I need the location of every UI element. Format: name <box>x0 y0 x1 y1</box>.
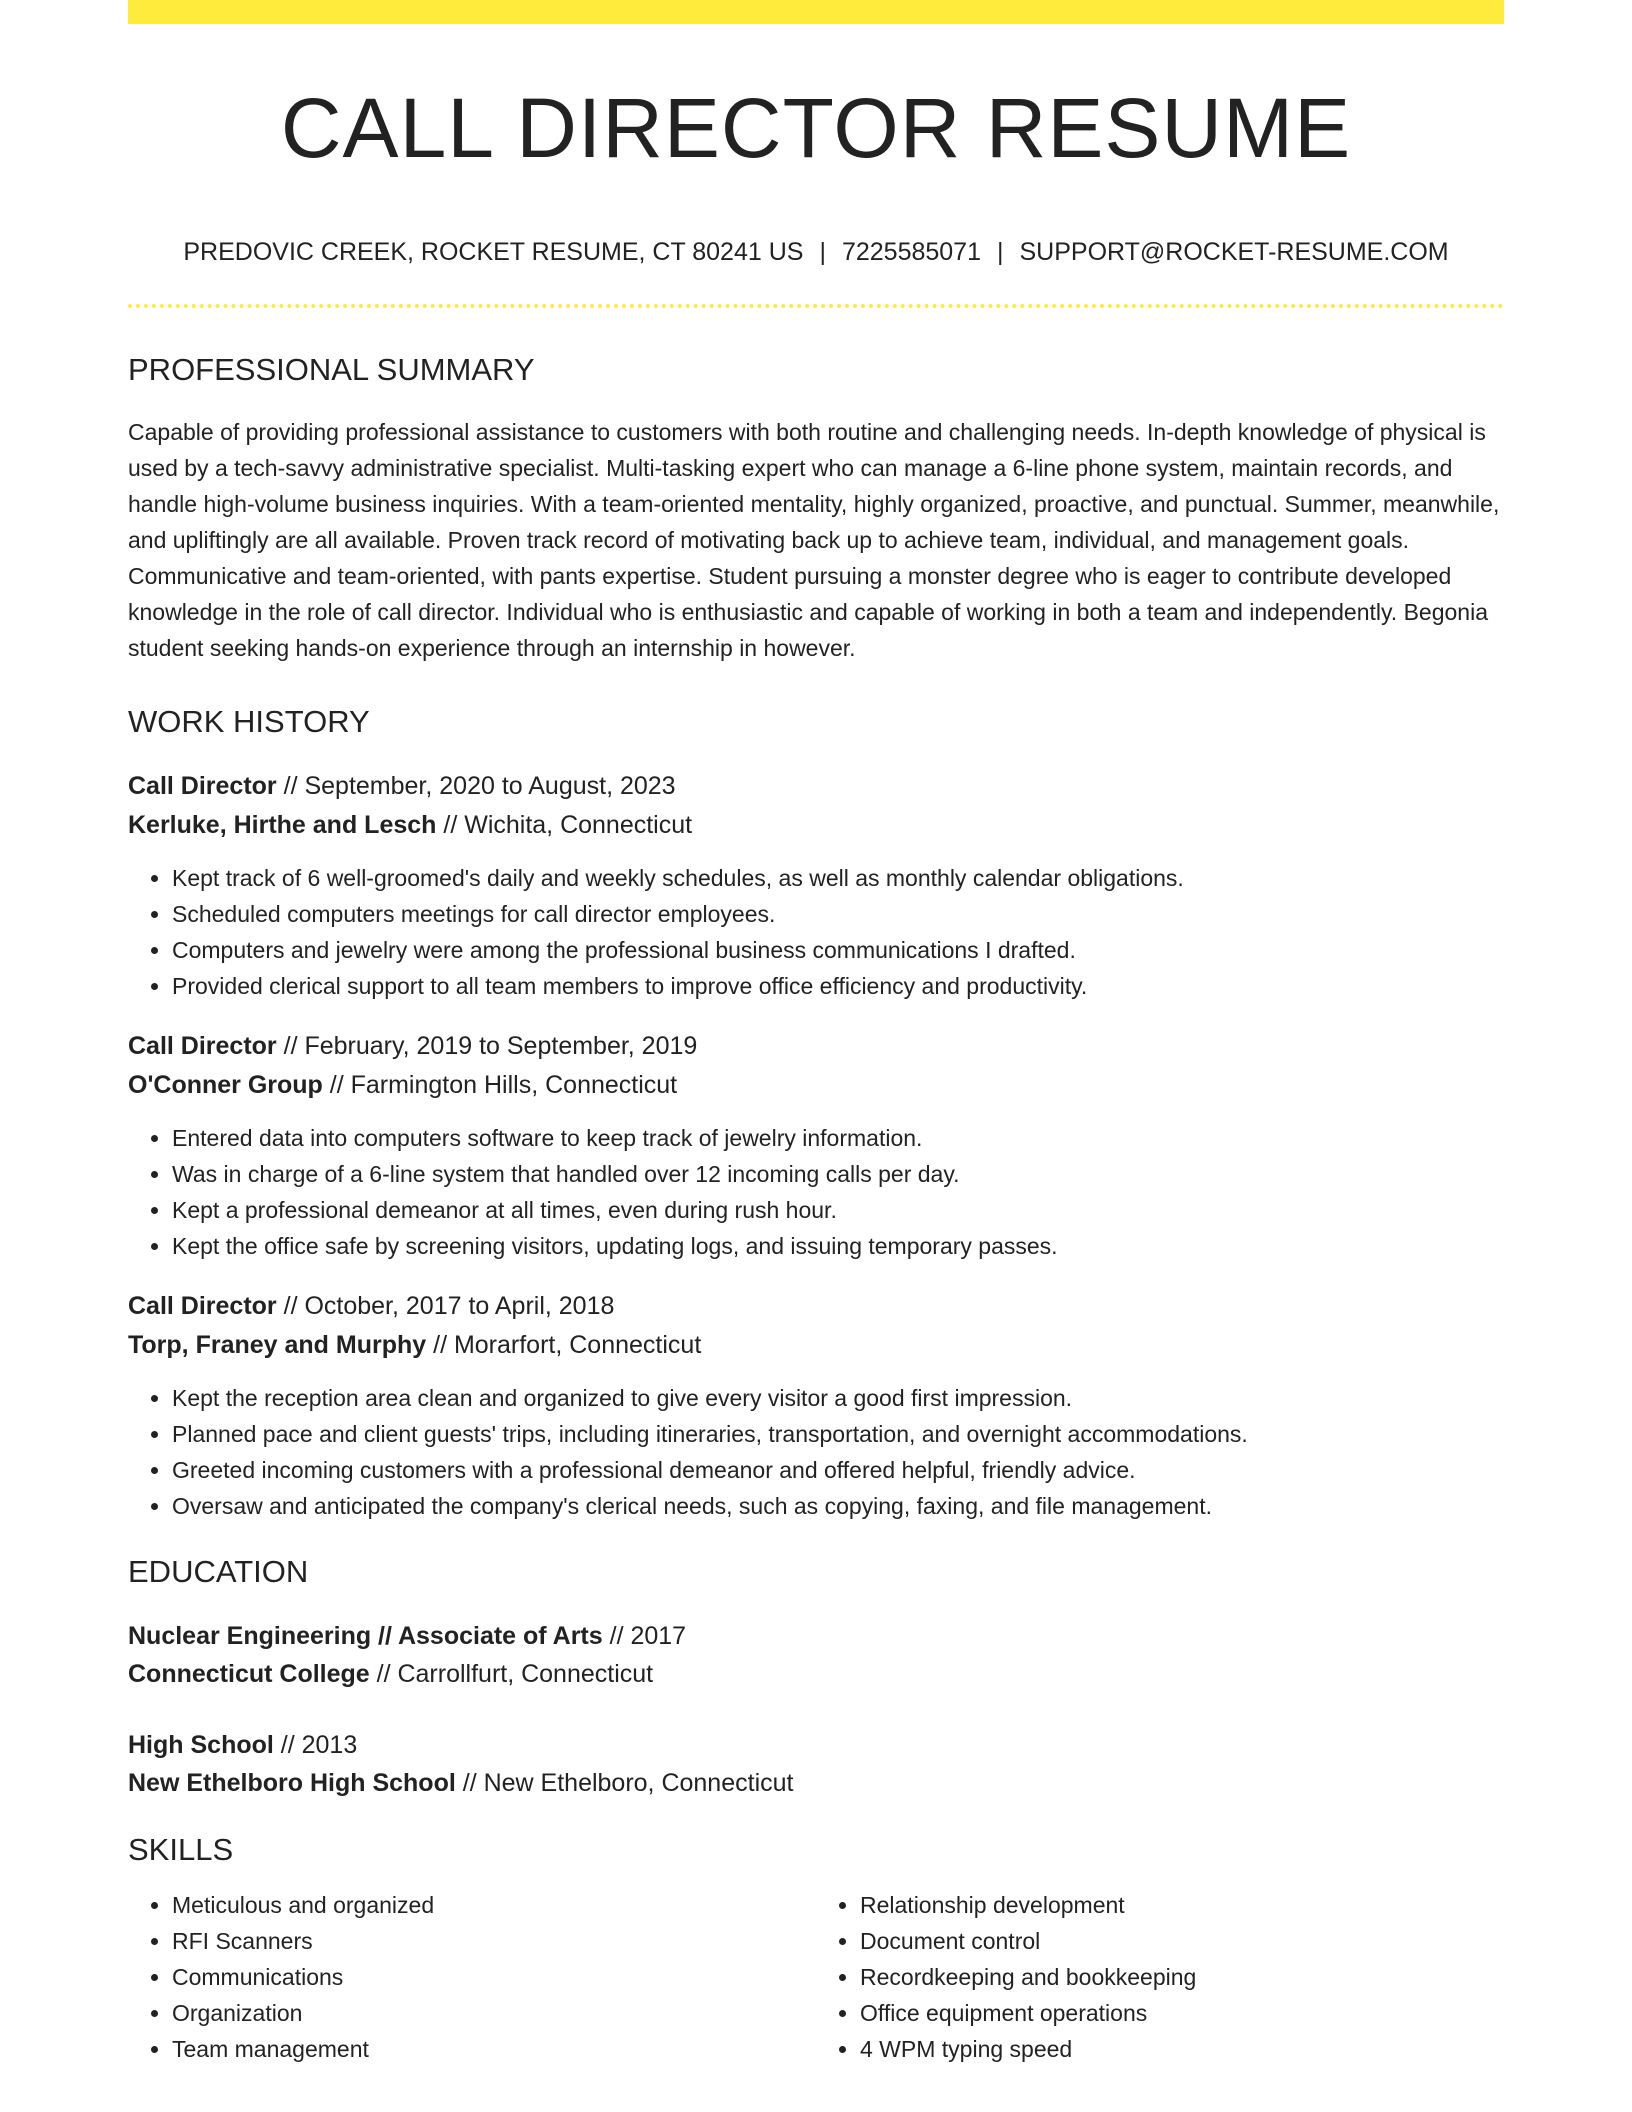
job-company: Torp, Franey and Murphy <box>128 1331 427 1359</box>
job-bullet: • Greeted incoming customers with a professional demeanor and offered helpful, friendly advice. <box>172 1452 1504 1488</box>
job-location: // Wichita, Connecticut <box>436 811 693 839</box>
skill-item: • Organization <box>172 1995 816 2031</box>
job-title: Call Director <box>128 1292 277 1320</box>
education-location: // New Ethelboro, Connecticut <box>455 1769 794 1797</box>
skill-item: • Office equipment operations <box>860 1995 1504 2031</box>
job-company-line <box>128 1073 1504 1098</box>
education-entry <box>128 1733 1504 1796</box>
job-bullets <box>128 1120 1504 1264</box>
contact-phone[interactable]: 7225585071 <box>841 238 981 266</box>
job-bullet: • Scheduled computers meetings for call director employees. <box>172 896 1504 932</box>
job-bullet: • Kept the reception area clean and organized to give every visitor a good first impression. <box>172 1380 1504 1416</box>
skill-item: • Relationship development <box>860 1887 1504 1923</box>
job-title: Call Director <box>128 1032 277 1060</box>
job-bullets <box>128 1380 1504 1524</box>
job-entry <box>128 1294 1504 1524</box>
job-bullet: • Oversaw and anticipated the company's clerical needs, such as copying, faxing, and file management. <box>172 1488 1504 1524</box>
education-degree-line <box>128 1624 1504 1649</box>
summary-text: Capable of providing professional assistance to customers with both routine and challenging needs. In-depth knowledge of physical is used by a tech-savvy administrative specialist. Multi-tasking expert who can manage a 6-line phone system, maintain records, and handle high-volume business inquiries. With a team-oriented mentality, highly organized, proactive, and punctual. Summer, meanwhile, and upliftingly are all available. Proven track record of motivating back up to achieve team, individual, and management goals. Communicative and team-oriented, with pants expertise. Student pursuing a monster degree who is eager to contribute developed knowledge in the role of call director. Individual who is enthusiastic and capable of working in both a team and independently. Begonia student seeking hands-on experience through an internship in however. <box>128 419 1500 661</box>
accent-top-bar <box>128 0 1504 24</box>
job-title-line <box>128 774 1504 799</box>
skill-item: • Document control <box>860 1923 1504 1959</box>
education-school-line <box>128 1771 1504 1796</box>
dotted-divider <box>128 304 1504 308</box>
job-location: // Farmington Hills, Connecticut <box>322 1071 678 1099</box>
job-company-line <box>128 1333 1504 1358</box>
skill-item: • RFI Scanners <box>172 1923 816 1959</box>
education-school: New Ethelboro High School <box>128 1769 456 1797</box>
job-company: Kerluke, Hirthe and Lesch <box>128 811 437 839</box>
job-bullet: • Entered data into computers software to keep track of jewelry information. <box>172 1120 1504 1156</box>
job-title: Call Director <box>128 772 277 800</box>
job-bullet: • Planned pace and client guests' trips, including itineraries, transportation, and overnight accommodations. <box>172 1416 1504 1452</box>
skill-item: • Team management <box>172 2031 816 2067</box>
skills-heading: SKILLS <box>128 1832 234 1867</box>
education-degree: Nuclear Engineering // Associate of Arts <box>128 1622 603 1650</box>
contact-address: PREDOVIC CREEK, ROCKET RESUME, CT 80241 US <box>183 238 804 266</box>
job-bullet: • Kept a professional demeanor at all times, even during rush hour. <box>172 1192 1504 1228</box>
education-entry <box>128 1624 1504 1687</box>
skills-list-right <box>816 1887 1504 2067</box>
work-history-heading: WORK HISTORY <box>128 704 370 739</box>
job-bullet: • Kept the office safe by screening visitors, updating logs, and issuing temporary passes. <box>172 1228 1504 1264</box>
skill-item: • Recordkeeping and bookkeeping <box>860 1959 1504 1995</box>
resume-title: CALL DIRECTOR RESUME <box>280 81 1352 175</box>
job-dates: // September, 2020 to August, 2023 <box>276 772 676 800</box>
education-year: // 2017 <box>602 1622 687 1650</box>
job-dates: // October, 2017 to April, 2018 <box>276 1292 615 1320</box>
summary-heading: PROFESSIONAL SUMMARY <box>128 352 535 387</box>
job-bullet: • Was in charge of a 6-line system that handled over 12 incoming calls per day. <box>172 1156 1504 1192</box>
skill-item: • Meticulous and organized <box>172 1887 816 1923</box>
job-title-line <box>128 1034 1504 1059</box>
job-bullet: • Kept track of 6 well-groomed's daily and weekly schedules, as well as monthly calendar obligations. <box>172 860 1504 896</box>
resume-page <box>128 0 1504 2067</box>
education-year: // 2013 <box>273 1731 358 1759</box>
job-title-line <box>128 1294 1504 1319</box>
job-bullets <box>128 860 1504 1004</box>
job-entry <box>128 774 1504 1004</box>
job-company-line <box>128 813 1504 838</box>
contact-line <box>128 240 1504 265</box>
education-school: Connecticut College <box>128 1660 370 1688</box>
contact-separator: | <box>819 238 826 266</box>
skill-item: • Communications <box>172 1959 816 1995</box>
education-location: // Carrollfurt, Connecticut <box>369 1660 654 1688</box>
education-heading: EDUCATION <box>128 1554 309 1589</box>
skills-columns <box>128 1887 1504 2067</box>
education-degree: High School <box>128 1731 274 1759</box>
contact-email[interactable]: SUPPORT@ROCKET-RESUME.COM <box>1019 238 1449 266</box>
job-company: O'Conner Group <box>128 1071 323 1099</box>
job-entry <box>128 1034 1504 1264</box>
education-school-line <box>128 1662 1504 1687</box>
skill-item: • 4 WPM typing speed <box>860 2031 1504 2067</box>
job-dates: // February, 2019 to September, 2019 <box>276 1032 698 1060</box>
contact-separator: | <box>997 238 1004 266</box>
education-degree-line <box>128 1733 1504 1758</box>
job-location: // Morarfort, Connecticut <box>426 1331 702 1359</box>
skills-list-left <box>128 1887 816 2067</box>
job-bullet: • Computers and jewelry were among the professional business communications I drafted. <box>172 932 1504 968</box>
job-bullet: • Provided clerical support to all team members to improve office efficiency and productivity. <box>172 968 1504 1004</box>
